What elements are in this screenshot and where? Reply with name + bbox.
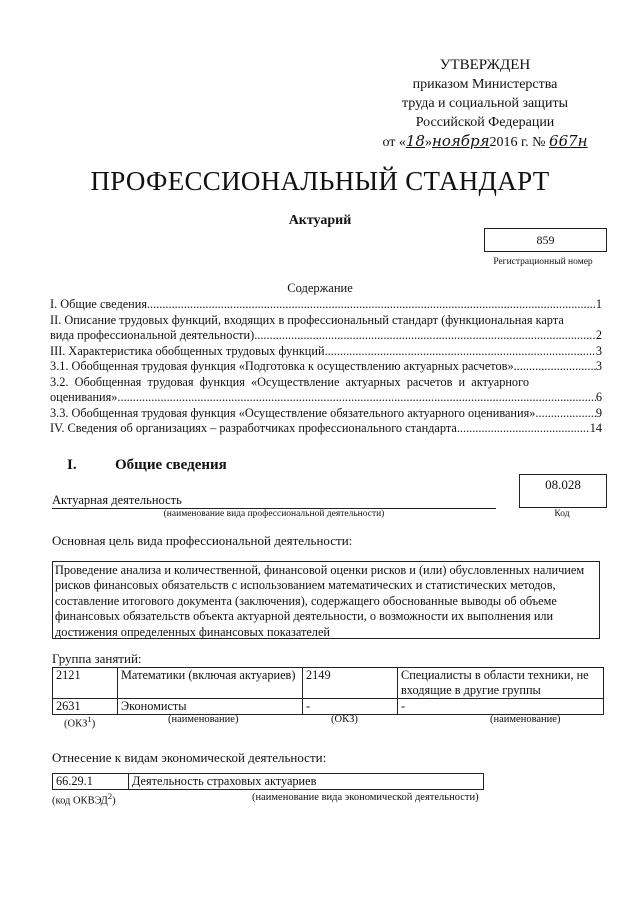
section-title: Общие сведения bbox=[115, 457, 227, 473]
okz-code: - bbox=[303, 699, 398, 715]
okved-label: Отнесение к видам экономической деятельности: bbox=[52, 750, 327, 765]
document-subtitle: Актуарий bbox=[288, 213, 352, 228]
okz-code: 2631 bbox=[53, 699, 118, 715]
goal-label: Основная цель вида профессиональной деятельности: bbox=[52, 533, 353, 548]
toc-item[interactable]: I. Общие сведения ..... 1 bbox=[50, 297, 602, 313]
goal-text: Проведение анализа и количественной, финансовой оценки рисков и (или) обусловленных наличием рисков финансовых обязательств с использованием математических и статистических методов, составление итогового документа (заключения), содержащего обоснованные выводы об объеме финансовых обязательств объекта актуарной деятельности, о возможности их выполнения или достижения определенных финансовых показателей bbox=[52, 561, 600, 639]
handwritten-order-number: 667н bbox=[549, 132, 588, 150]
toc-item[interactable]: 3.3. Обобщенная трудовая функция «Осуществление обязательного актуарного оценивания» ..... 9 bbox=[50, 406, 602, 422]
table-row bbox=[53, 774, 484, 790]
okz-code: 2121 bbox=[53, 668, 118, 699]
approval-line: труда и социальной защиты bbox=[402, 96, 568, 111]
groups-label: Группа занятий: bbox=[52, 651, 142, 666]
registration-number-label: Регистрационный номер bbox=[493, 257, 593, 267]
activity-caption: (наименование вида профессиональной деятельности) bbox=[163, 509, 385, 519]
okved-code: 66.29.1 bbox=[53, 774, 129, 790]
approval-title: УТВЕРЖДЕН bbox=[439, 57, 531, 73]
table-row bbox=[53, 668, 604, 699]
occupation-groups-table bbox=[52, 667, 604, 715]
okz-caption: (ОКЗ$^1$) bbox=[64, 714, 96, 730]
toc-item[interactable]: II. Описание трудовых функций, входящих в профессиональный стандарт (функциональная карта вида профессиональной деятельности) ..... 2 bbox=[50, 313, 602, 344]
occupation-name: Специалисты в области техники, не входящие в другие группы bbox=[398, 668, 604, 699]
registration-number-box: 859 bbox=[484, 228, 607, 252]
okved-name-caption: (наименование вида экономической деятельности) bbox=[252, 792, 479, 803]
toc-item[interactable]: 3.1. Обобщенная трудовая функция «Подготовка к осуществлению актуарных расчетов» ..... 3 bbox=[50, 359, 602, 375]
occupation-name: Математики (включая актуариев) bbox=[118, 668, 303, 699]
approval-line: Российской Федерации bbox=[415, 115, 555, 130]
name-caption: (наименование) bbox=[168, 714, 239, 725]
okved-table bbox=[52, 773, 484, 790]
toc-item[interactable]: IV. Сведения об организациях – разработчиках профессионального стандарта ..... 14 bbox=[50, 421, 602, 437]
occupation-name: - bbox=[398, 699, 604, 715]
table-row bbox=[53, 699, 604, 715]
toc-item[interactable]: 3.2. Обобщенная трудовая функция «Осуществление актуарных расчетов и актуарного оценивания» ..... 6 bbox=[50, 375, 602, 406]
activity-name: Актуарная деятельность bbox=[52, 492, 496, 509]
approval-date: от «18»ноября2016 г. № 667н bbox=[382, 132, 588, 150]
name-caption: (наименование) bbox=[490, 714, 561, 725]
handwritten-month: ноября bbox=[431, 132, 490, 150]
approval-stamp bbox=[360, 56, 610, 152]
okved-code-caption: (код ОКВЭД$^2$) bbox=[52, 791, 116, 807]
handwritten-day: 18 bbox=[405, 132, 425, 150]
section-number: I. bbox=[67, 457, 77, 473]
occupation-name: Экономисты bbox=[118, 699, 303, 715]
okz-code: 2149 bbox=[303, 668, 398, 699]
okz-caption: (ОКЗ) bbox=[331, 714, 358, 725]
code-caption: Код bbox=[554, 509, 570, 519]
toc-heading: Содержание bbox=[287, 281, 353, 295]
toc-item[interactable]: III. Характеристика обобщенных трудовых функций ..... 3 bbox=[50, 344, 602, 360]
activity-code-box: 08.028 bbox=[519, 474, 607, 508]
table-of-contents bbox=[50, 297, 602, 437]
document-title: ПРОФЕССИОНАЛЬНЫЙ СТАНДАРТ bbox=[90, 166, 550, 196]
approval-line: приказом Министерства bbox=[412, 77, 558, 92]
okved-name: Деятельность страховых актуариев bbox=[129, 774, 484, 790]
